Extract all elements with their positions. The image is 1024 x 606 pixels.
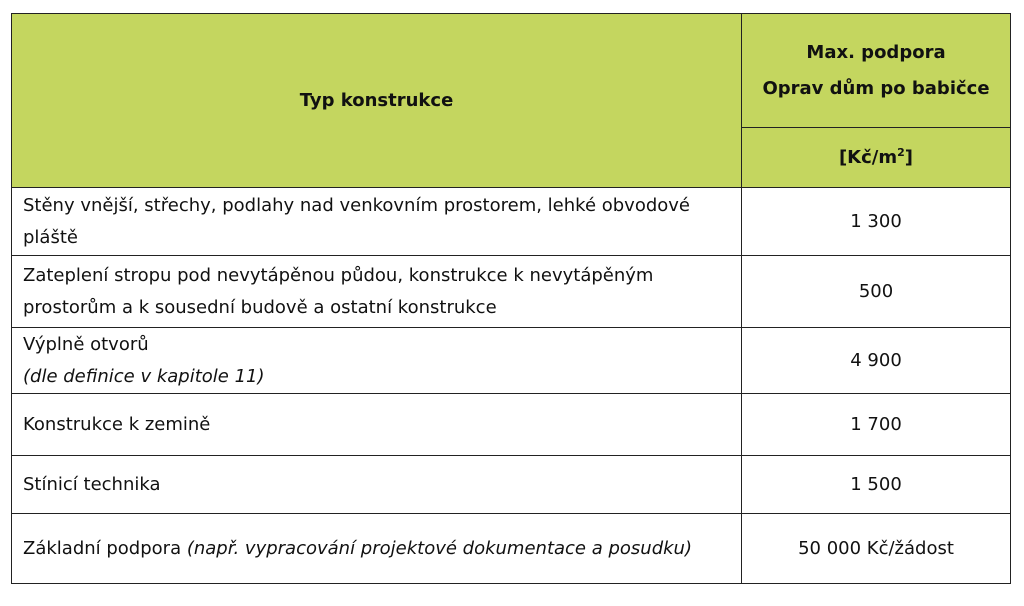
- row-label-cell: [12, 514, 742, 584]
- header-unit-cell: [742, 128, 1011, 188]
- header-type-label: Typ konstrukce: [299, 90, 454, 111]
- row-label-cell: [12, 394, 742, 456]
- row-value: 1 300: [850, 211, 902, 232]
- table-row: [12, 256, 1011, 328]
- table-row: [12, 188, 1011, 256]
- row-label-cell: [12, 256, 742, 328]
- row-value-cell: [742, 328, 1011, 394]
- header-max-cell: [742, 14, 1011, 128]
- row-value: 500: [858, 281, 894, 302]
- row-label: Základní podpora: [23, 537, 182, 559]
- row-value: 50 000 Kč/žádost: [798, 538, 954, 559]
- row-label-cell: [12, 328, 742, 394]
- row-value-cell: [742, 256, 1011, 328]
- table-row: [12, 394, 1011, 456]
- row-value-cell: [742, 456, 1011, 514]
- header-type-cell: [12, 14, 742, 188]
- row-value: 1 700: [850, 414, 902, 435]
- row-label-cell: [12, 456, 742, 514]
- row-value-cell: [742, 188, 1011, 256]
- header-row: [12, 14, 1011, 128]
- row-value: 1 500: [850, 474, 902, 495]
- row-value-cell: [742, 394, 1011, 456]
- header-unit-suffix: ]: [904, 147, 914, 168]
- row-label: Zateplení stropu pod nevytápěnou půdou, konstrukce k nevytápěným prostorům a k sousední budově a ostatní konstrukce: [23, 264, 654, 318]
- row-value-cell: [742, 514, 1011, 584]
- header-max-label: Max. podpora: [806, 41, 946, 63]
- table-row: [12, 328, 1011, 394]
- row-value: 4 900: [850, 350, 902, 371]
- row-label-cell: [12, 188, 742, 256]
- row-note: (např. vypracování projektové dokumentace a posudku): [186, 537, 692, 559]
- row-label: Stěny vnější, střechy, podlahy nad venkovním prostorem, lehké obvodové pláště: [23, 194, 691, 248]
- row-label: Stínicí technika: [23, 473, 161, 495]
- row-label: Konstrukce k zemině: [23, 413, 211, 435]
- header-unit-prefix: [Kč/m: [838, 147, 898, 168]
- header-unit-superscript: 2: [897, 146, 905, 159]
- table-row: [12, 456, 1011, 514]
- header-program-label: Oprav dům po babičce: [762, 77, 990, 99]
- support-table: [11, 13, 1011, 584]
- row-label: Výplně otvorů: [23, 333, 149, 355]
- table-row: [12, 514, 1011, 584]
- row-note: (dle definice v kapitole 11): [23, 365, 265, 387]
